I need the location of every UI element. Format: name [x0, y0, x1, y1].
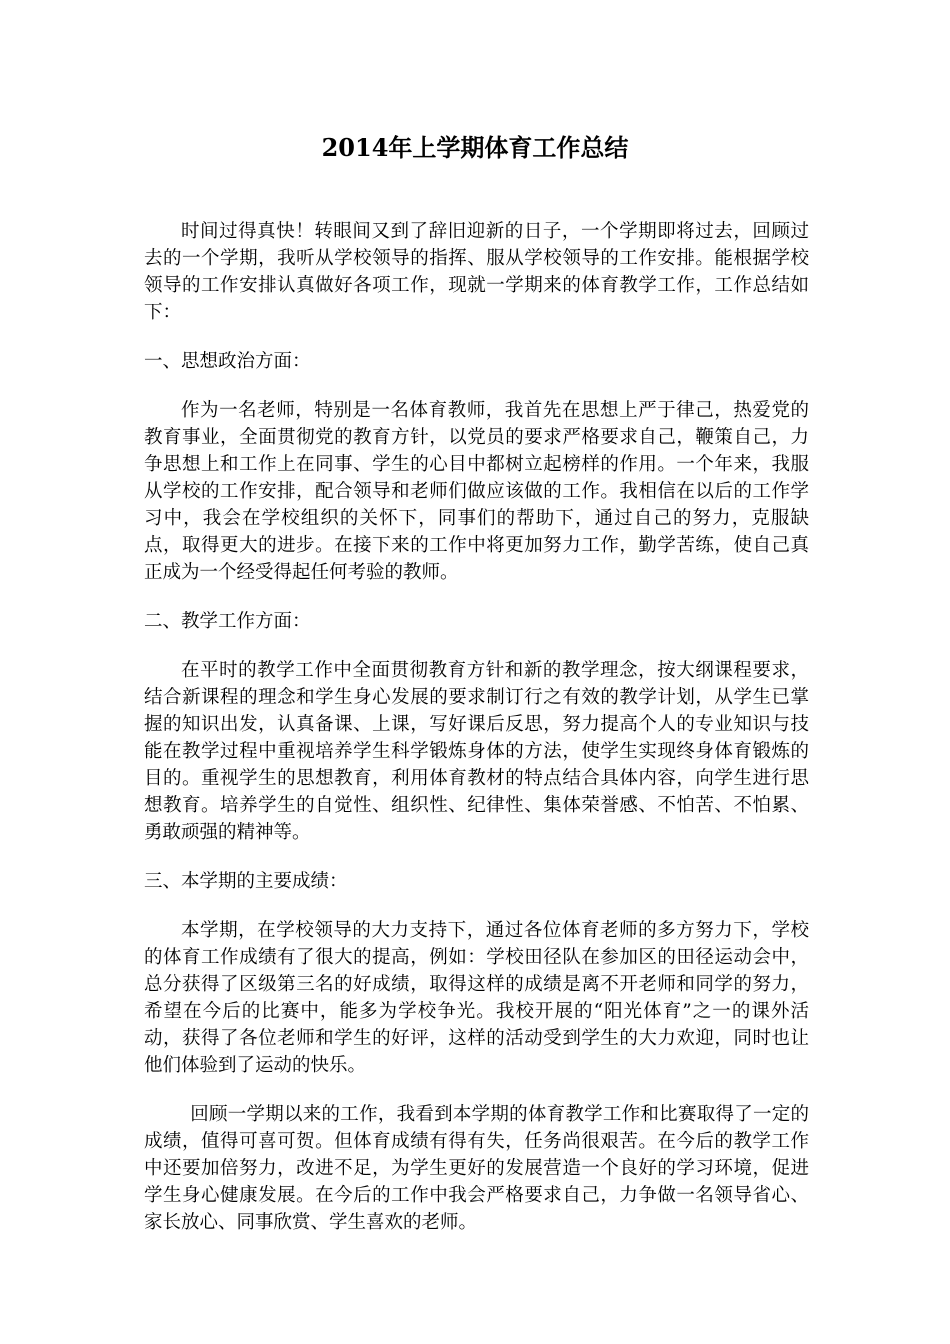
section-body-politics: 作为一名老师，特别是一名体育教师，我首先在思想上严于律己，热爱党的教育事业，全面贯彻党的教育方针，以党员的要求严格要求自己，鞭策自己，力争思想上和工作上在同事、学生的心目中都树立起榜样的作用。一个年来，我服从学校的工作安排，配合领导和老师们做应该做的工作。我相信在以后的工作学习中，我会在学校组织的关怀下，同事们的帮助下，通过自己的努力，克服缺点，取得更大的进步。在接下来的工作中将更加努力工作，勤学苦练，使自己真正成为一个经受得起任何考验的教师。 [144, 400, 809, 583]
section-heading-achievements: 三、本学期的主要成绩： [144, 871, 348, 892]
intro-paragraph: 时间过得真快！转眼间又到了辞旧迎新的日子，一个学期即将过去，回顾过去的一个学期，我听从学校领导的指挥、服从学校领导的工作安排。能根据学校领导的工作安排认真做好各项工作，现就一学期来的体育教学工作，工作总结如下： [144, 221, 809, 323]
document-title: 2014年上学期体育工作总结 [321, 133, 629, 162]
conclusion-paragraph: 回顾一学期以来的工作，我看到本学期的体育教学工作和比赛取得了一定的成绩，值得可喜可贺。但体育成绩有得有失，任务尚很艰苦。在今后的教学工作中还要加倍努力，改进不足，为学生更好的发展营造一个良好的学习环境，促进学生身心健康发展。在今后的工作中我会严格要求自己，力争做一名领导省心、家长放心、同事欣赏、学生喜欢的老师。 [144, 1104, 809, 1233]
document-body [144, 218, 809, 1258]
section-body-teaching: 在平时的教学工作中全面贯彻教育方针和新的教学理念，按大纲课程要求，结合新课程的理念和学生身心发展的要求制订行之有效的教学计划，从学生已掌握的知识出发，认真备课、上课，写好课后反思，努力提高个人的专业知识与技能在教学过程中重视培养学生科学锻炼身体的方法，使学生实现终身体育锻炼的目的。重视学生的思想教育，利用体育教材的特点结合具体内容，向学生进行思想教育。培养学生的自觉性、组织性、纪律性、集体荣誉感、不怕苦、不怕累、勇敢顽强的精神等。 [144, 660, 809, 843]
section-heading-teaching: 二、教学工作方面： [144, 611, 311, 632]
section-heading-politics: 一、思想政治方面： [144, 351, 311, 372]
section-body-achievements: 本学期，在学校领导的大力支持下，通过各位体育老师的多方努力下，学校的体育工作成绩有了很大的提高，例如：学校田径队在参加区的田径运动会中，总分获得了区级第三名的好成绩，取得这样的成绩是离不开老师和同学的努力，希望在今后的比赛中，能多为学校争光。我校开展的“阳光体育”之一的课外活动，获得了各位老师和学生的好评，这样的活动受到学生的大力欢迎，同时也让他们体验到了运动的快乐。 [144, 920, 809, 1076]
